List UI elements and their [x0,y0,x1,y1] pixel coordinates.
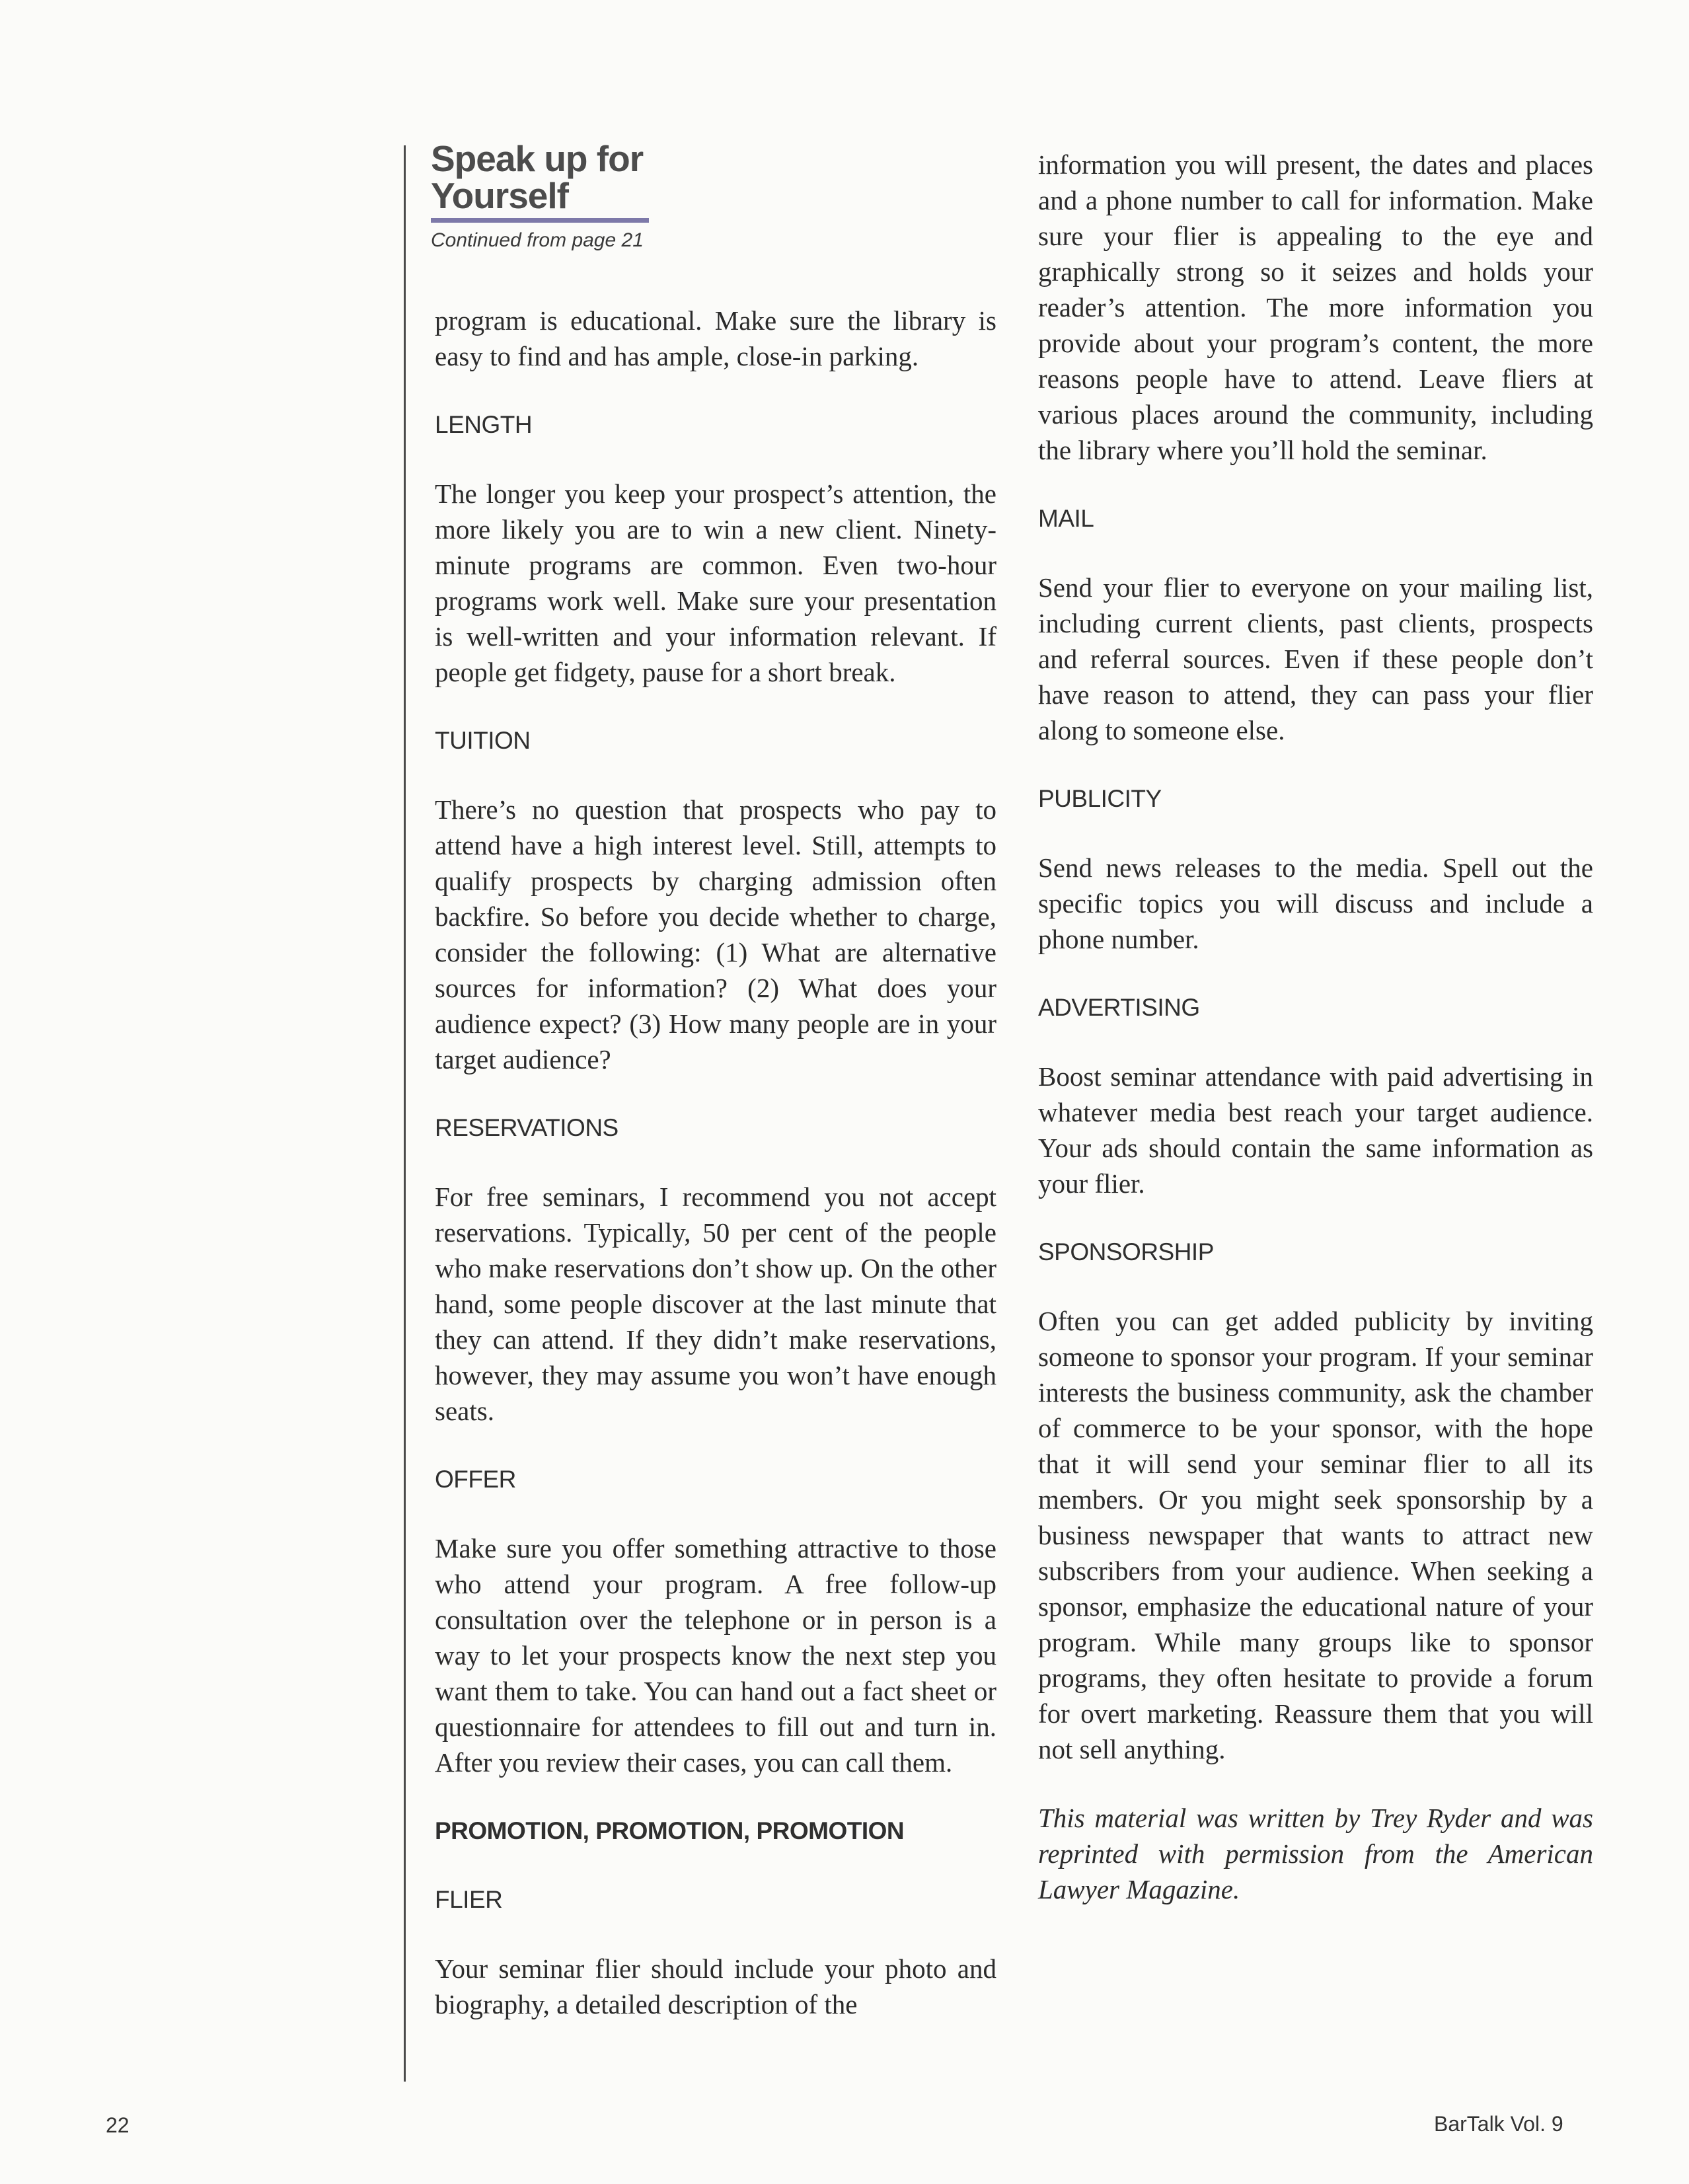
section-heading: FLIER [435,1886,503,1913]
paragraph: The longer you keep your prospect’s attention, the more likely you are to win a new client. Ninety-minute programs are common. Even two-hour programs work well. Make sure your presentation is well-written and your information relevant. If people get fidgety, pause for a short break. [435,478,996,687]
credit-note: This material was written by Trey Ryder and was reprinted with permission from the American Lawyer Magazine. [1038,1803,1593,1904]
paragraph: Make sure you offer something attractive to those who attend your program. A free follow-up consultation over the telephone or in person is a way to let your prospects know the next step you want them to take. You can hand out a fact sheet or questionnaire for attendees to fill out and turn in. After you review their cases, you can call them. [435,1533,996,1778]
publication-footer: BarTalk Vol. 9 [1434,2112,1563,2136]
continued-note: Continued from page 21 [431,229,644,251]
section-heading: MAIL [1038,505,1094,532]
paragraph: For free seminars, I recommend you not accept reservations. Typically, 50 per cent of the people who make reservations don’t show up. On the other hand, some people discover at the last minute that they can attend. If they didn’t make reservations, however, they may assume you won’t have enough seats. [435,1182,996,1426]
paragraph: Your seminar flier should include your photo and biography, a detailed description of the [435,1953,996,2019]
section-heading: PUBLICITY [1038,785,1162,812]
section-heading: PROMOTION, PROMOTION, PROMOTION [435,1817,905,1844]
left-column [435,303,996,2055]
section-heading: RESERVATIONS [435,1114,619,1141]
column-rule [404,145,406,2082]
section-heading: SPONSORSHIP [1038,1238,1214,1265]
page-number: 22 [106,2113,130,2137]
title-underline [431,218,649,223]
paragraph: Send news releases to the media. Spell out the specific topics you will discuss and include a phone number. [1038,852,1593,954]
right-column [1038,147,1593,1940]
paragraph: information you will present, the dates and places and a phone number to call for information. Make sure your flier is appealing to the eye and graphically strong so it seizes and holds your reader’s attention. The more information you provide about your program’s content, the more reasons people have to attend. Leave fliers at various places around the community, including the library where you’ll hold the seminar. [1038,149,1593,465]
paragraph: Often you can get added publicity by inviting someone to sponsor your program. If your seminar interests the business community, ask the chamber of commerce to be your sponsor, with the hope that it will send your seminar flier to all its members. Or you might seek sponsorship by a business newspaper that wants to attract new subscribers from your audience. When seeking a sponsor, emphasize the educational nature of your program. While many groups like to sponsor programs, they often hesitate to provide a forum for overt marketing. Reassure them that you will not sell anything. [1038,1306,1593,1764]
section-heading: TUITION [435,727,531,754]
article-title: Speak up for Yourself [431,138,644,216]
paragraph: Boost seminar attendance with paid advertising in whatever media best reach your target audience. Your ads should contain the same information as your flier. [1038,1061,1593,1199]
paragraph: Send your flier to everyone on your mailing list, including current clients, past clients, prospects and referral sources. Even if these people don’t have reason to attend, they can pass your flier along to someone else. [1038,572,1593,745]
section-heading: OFFER [435,1466,516,1493]
article-header [431,140,656,252]
paragraph: program is educational. Make sure the library is easy to find and has ample, close-in parking. [435,305,996,371]
section-heading: LENGTH [435,411,533,438]
paragraph: There’s no question that prospects who pay to attend have a high interest level. Still, attempts to qualify prospects by charging admission often backfire. So before you decide whether to charge, consider the following: (1) What are alternative sources for information? (2) What does your audience expect? (3) How many people are in your target audience? [435,794,996,1074]
section-heading: ADVERTISING [1038,994,1200,1021]
